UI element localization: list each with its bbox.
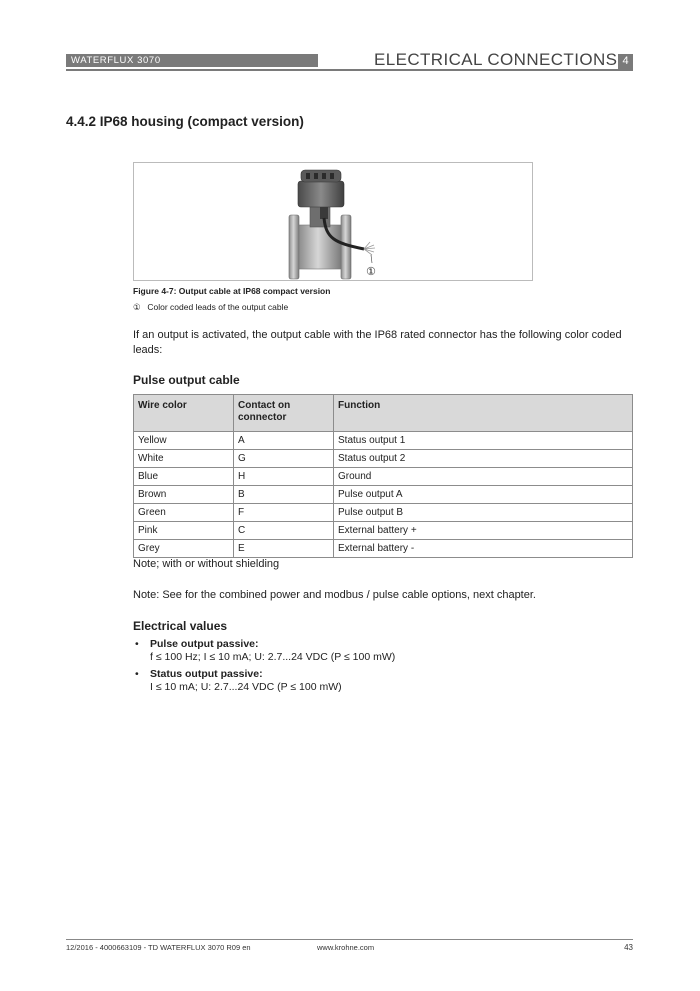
figure-caption: Figure 4-7: Output cable at IP68 compact version [133, 286, 331, 296]
bullet-title: Pulse output passive: [150, 638, 259, 650]
cell-contact: B [234, 486, 334, 504]
cell-function: External battery + [334, 522, 633, 540]
cell-contact: C [234, 522, 334, 540]
intro-paragraph: If an output is activated, the output cable with the IP68 rated connector has the following color coded leads: [133, 329, 622, 356]
cell-wire-color: Pink [134, 522, 234, 540]
figure-callout-marker: ① [366, 265, 376, 278]
cell-wire-color: White [134, 450, 234, 468]
bullet-text: I ≤ 10 mA; U: 2.7...24 VDC (P ≤ 100 mW) [150, 681, 342, 693]
combined-cable-note: Note: See for the combined power and modbus / pulse cable options, next chapter. [133, 589, 536, 601]
section-heading: 4.4.2 IP68 housing (compact version) [66, 114, 304, 129]
figure-note [133, 302, 288, 313]
pulse-output-table [133, 394, 633, 558]
footer-document-id: 12/2016 - 4000663109 - TD WATERFLUX 3070 R09 en [66, 943, 251, 952]
cell-function: Pulse output B [334, 504, 633, 522]
table-row [134, 486, 633, 504]
bullet-text: f ≤ 100 Hz; I ≤ 10 mA; U: 2.7...24 VDC (P ≤ 100 mW) [150, 651, 396, 663]
header-product-name: WATERFLUX 3070 [71, 55, 161, 66]
cell-function: Ground [334, 468, 633, 486]
electrical-values-list [133, 638, 613, 698]
footer-website: www.krohne.com [317, 943, 375, 952]
bullet-title: Status output passive: [150, 668, 263, 680]
list-item [133, 638, 613, 664]
cell-wire-color: Blue [134, 468, 234, 486]
cell-wire-color: Grey [134, 540, 234, 558]
cell-function: Pulse output A [334, 486, 633, 504]
cell-wire-color: Brown [134, 486, 234, 504]
bullet-icon: • [135, 638, 139, 650]
column-header-contact: Contact on connector [234, 395, 334, 432]
footer-page-number: 43 [624, 943, 633, 952]
cell-contact: E [234, 540, 334, 558]
table-row [134, 540, 633, 558]
cell-function: Status output 1 [334, 432, 633, 450]
table-row [134, 468, 633, 486]
cell-contact: F [234, 504, 334, 522]
cell-contact: A [234, 432, 334, 450]
flowmeter-illustration [134, 163, 534, 282]
figure-note-text: Color coded leads of the output cable [147, 302, 289, 312]
shielding-note: Note; with or without shielding [133, 558, 280, 570]
table-row [134, 504, 633, 522]
electrical-values-heading: Electrical values [133, 619, 228, 633]
column-header-function: Function [334, 395, 633, 432]
cell-function: External battery - [334, 540, 633, 558]
cell-contact: H [234, 468, 334, 486]
table-row [134, 450, 633, 468]
table-header-row [134, 395, 633, 432]
header-rule [66, 69, 633, 71]
table-row [134, 522, 633, 540]
list-item [133, 668, 613, 694]
table-row [134, 432, 633, 450]
figure-output-cable [133, 162, 533, 281]
header-chapter-number: 4 [618, 54, 633, 69]
footer-rule [66, 939, 633, 940]
pulse-table-heading: Pulse output cable [133, 373, 240, 387]
cell-function: Status output 2 [334, 450, 633, 468]
cell-contact: G [234, 450, 334, 468]
cell-wire-color: Yellow [134, 432, 234, 450]
column-header-wire-color: Wire color [134, 395, 234, 432]
cell-wire-color: Green [134, 504, 234, 522]
figure-note-number: ① [133, 302, 141, 312]
bullet-icon: • [135, 668, 139, 680]
header-chapter-title: ELECTRICAL CONNECTIONS [374, 50, 618, 69]
